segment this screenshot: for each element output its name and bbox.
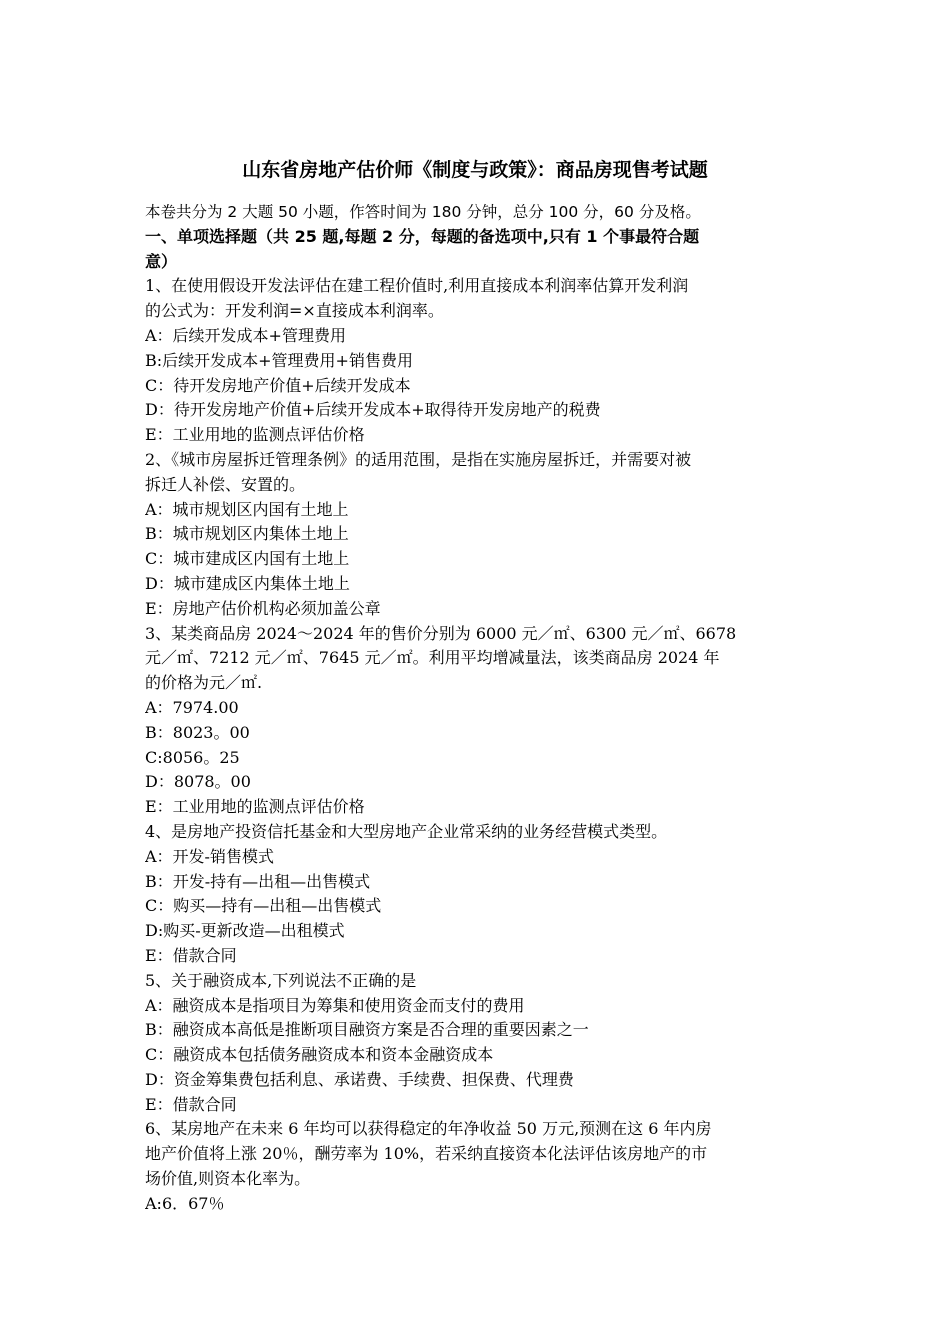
text-line: 5、关于融资成本,下列说法不正确的是 [145, 970, 417, 990]
text-line: E：房地产估价机构必须加盖公章 [145, 598, 381, 618]
text-line: A：开发-销售模式 [145, 846, 274, 866]
text-line: B：城市规划区内集体土地上 [145, 524, 349, 544]
text-line: B:后续开发成本+管理费用+销售费用 [145, 350, 413, 370]
text-line: E：工业用地的监测点评估价格 [145, 797, 365, 817]
document-title: 山东省房地产估价师《制度与政策》：商品房现售考试题 [242, 159, 708, 181]
text-line: C：城市建成区内国有土地上 [145, 549, 350, 569]
text-line: 6、某房地产在未来 6 年均可以获得稳定的年净收益 50 万元,预测在这 6 年内房 [145, 1119, 712, 1139]
text-line: D：待开发房地产价值+后续开发成本+取得待开发房地产的税费 [145, 400, 601, 420]
text-line: A：城市规划区内国有土地上 [145, 499, 349, 519]
text-line: 3、某类商品房 2024～2024 年的售价分别为 6000 元／㎡、6300 元／㎡、6678 [145, 623, 737, 643]
text-line: C：待开发房地产价值+后续开发成本 [145, 375, 411, 395]
text-line: D：8078。00 [145, 772, 251, 792]
text-line: 元／㎡、7212 元／㎡、7645 元／㎡。利用平均增减量法，该类商品房 2024 年 [145, 648, 720, 668]
text-line: A：融资成本是指项目为筹集和使用资金而支付的费用 [145, 995, 525, 1015]
text-line: 1、在使用假设开发法评估在建工程价值时,利用直接成本利润率估算开发利润 [145, 276, 689, 296]
text-line: A：后续开发成本+管理费用 [145, 325, 346, 345]
text-line: C：融资成本包括债务融资成本和资本金融资成本 [145, 1045, 494, 1065]
text-line: 的价格为元／㎡. [145, 673, 263, 693]
text-line: D:购买-更新改造—出租模式 [145, 921, 345, 941]
section-title: 一、单项选择题（共 25 题,每题 2 分，每题的备选项中,只有 1 个事最符合题 [145, 226, 700, 246]
text-line: C:8056。25 [145, 747, 240, 767]
text-line: 场价值,则资本化率为。 [145, 1169, 311, 1189]
text-line: C：购买—持有—出租—出售模式 [145, 896, 382, 916]
text-line: D：资金筹集费包括利息、承诺费、手续费、担保费、代理费 [145, 1069, 574, 1089]
section-title-continued: 意） [145, 251, 178, 271]
text-line: D：城市建成区内集体土地上 [145, 573, 350, 593]
text-line: 拆迁人补偿、安置的。 [145, 474, 306, 494]
exam-intro: 本卷共分为 2 大题 50 小题，作答时间为 180 分钟，总分 100 分，60 分及格。 [145, 203, 701, 221]
text-line: A：7974.00 [145, 697, 239, 717]
document-body [145, 200, 810, 1217]
text-line: 2、《城市房屋拆迁管理条例》的适用范围，是指在实施房屋拆迁，并需要对被 [145, 449, 692, 469]
text-line: E：借款合同 [145, 1094, 237, 1114]
text-line: 地产价值将上涨 20％，酬劳率为 10%，若采纳直接资本化法评估该房地产的市 [145, 1144, 708, 1164]
text-line: 4、是房地产投资信托基金和大型房地产企业常采纳的业务经营模式类型。 [145, 821, 668, 841]
text-line: B：开发-持有—出租—出售模式 [145, 871, 371, 891]
text-line: E：工业用地的监测点评估价格 [145, 425, 365, 445]
text-line: E：借款合同 [145, 945, 237, 965]
text-line: B：融资成本高低是推断项目融资方案是否合理的重要因素之一 [145, 1020, 589, 1040]
text-line: 的公式为：开发利润=×直接成本利润率。 [145, 301, 444, 321]
question-list [145, 274, 810, 1216]
text-line: B：8023。00 [145, 722, 250, 742]
text-line: A:6．67％ [145, 1193, 225, 1213]
